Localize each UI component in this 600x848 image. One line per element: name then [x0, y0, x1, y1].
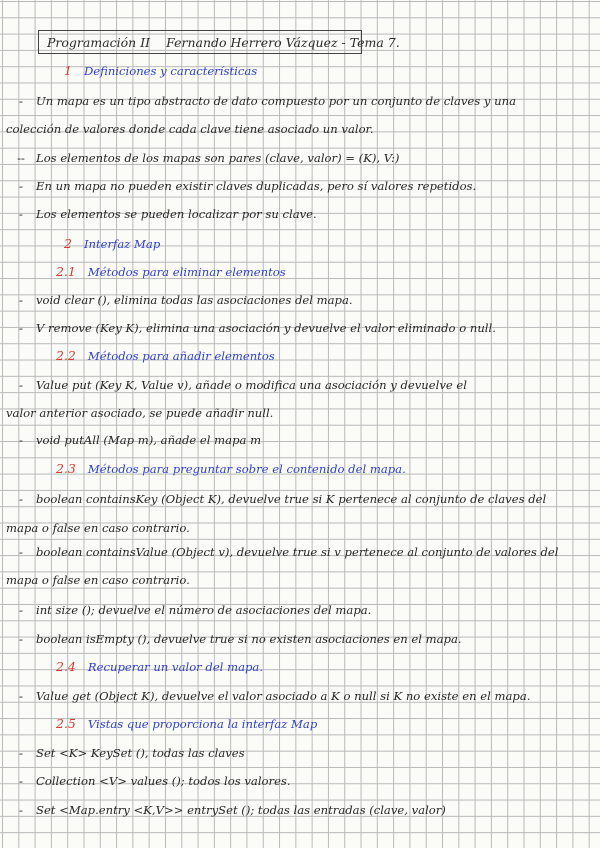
section-heading: [6, 63, 596, 79]
note-line: [6, 773, 596, 789]
note-text: void clear (), elimina todas las asociaciones del mapa.: [36, 293, 353, 307]
note-line: [6, 602, 596, 618]
note-line: [6, 320, 596, 336]
bullet-dash: -: [19, 207, 23, 221]
note-line: [6, 491, 596, 507]
note-line: [6, 377, 596, 393]
section-number: 2.5: [56, 716, 76, 731]
note-line: [6, 572, 596, 588]
note-text: boolean isEmpty (), devuelve true si no existen asociaciones en el mapa.: [36, 632, 462, 646]
bullet-dash: -: [19, 378, 23, 392]
note-text: En un mapa no pueden existir claves duplicadas, pero sí valores repetidos.: [36, 179, 477, 193]
note-text: boolean containsValue (Object v), devuelve true si v pertenece al conjunto de valores del: [36, 545, 559, 559]
bullet-dash: -: [19, 632, 23, 646]
note-line: [6, 688, 596, 704]
bullet-dash: --: [17, 151, 25, 165]
bullet-dash: -: [19, 321, 23, 335]
section-number: 2.2: [56, 348, 76, 363]
subject-label: Programación II: [47, 34, 151, 50]
bullet-dash: -: [19, 603, 23, 617]
note-text: void putAll (Map m), añade el mapa m: [36, 433, 262, 447]
note-text: int size (); devuelve el número de asociaciones del mapa.: [36, 603, 372, 617]
author-topic-label: Fernando Herrero Vázquez - Tema 7.: [166, 34, 400, 50]
note-text: boolean containsKey (Object K), devuelve true si K pertenece al conjunto de claves del: [36, 492, 547, 506]
note-line: [6, 432, 596, 448]
note-text: Set <Map.entry <K,V>> entrySet (); todas las entradas (clave, valor): [36, 803, 446, 817]
bullet-dash: -: [19, 774, 23, 788]
bullet-dash: -: [19, 433, 23, 447]
section-number: 2.3: [56, 461, 76, 476]
section-number: 2.1: [56, 264, 76, 279]
note-text: Los elementos de los mapas son pares (clave, valor) = (K), V:): [36, 151, 400, 165]
section-number: 2: [64, 236, 72, 251]
note-line: [6, 178, 596, 194]
section-title: Vistas que proporciona la interfaz Map: [87, 717, 318, 731]
note-line: [6, 150, 596, 166]
note-text-continued: colección de valores donde cada clave tiene asociado un valor.: [6, 122, 374, 136]
section-heading: [6, 264, 596, 280]
section-number: 2.4: [56, 659, 76, 674]
bullet-dash: -: [19, 689, 23, 703]
note-text: Value put (Key K, Value v), añade o modifica una asociación y devuelve el: [36, 378, 467, 392]
note-text-continued: mapa o false en caso contrario.: [6, 521, 190, 535]
note-line: [6, 745, 596, 761]
note-line: [6, 121, 596, 137]
bullet-dash: -: [19, 94, 23, 108]
section-title: Definiciones y características: [83, 64, 258, 78]
section-heading: [6, 716, 596, 732]
note-line: [6, 520, 596, 536]
note-line: [6, 292, 596, 308]
section-title: Interfaz Map: [83, 237, 161, 251]
section-title: Métodos para preguntar sobre el contenido del mapa.: [87, 462, 406, 476]
note-line: [6, 544, 596, 560]
note-text: Collection <V> values (); todos los valores.: [36, 774, 291, 788]
bullet-dash: -: [19, 492, 23, 506]
note-text-continued: mapa o false en caso contrario.: [6, 573, 190, 587]
note-line: [6, 206, 596, 222]
section-number: 1: [64, 63, 72, 78]
bullet-dash: -: [19, 803, 23, 817]
bullet-dash: -: [19, 746, 23, 760]
header-box: [38, 30, 400, 54]
note-text: Un mapa es un tipo abstracto de dato compuesto por un conjunto de claves y una: [36, 94, 516, 108]
bullet-dash: -: [19, 545, 23, 559]
note-text: V remove (Key K), elimina una asociación y devuelve el valor eliminado o null.: [36, 321, 496, 335]
section-heading: [6, 348, 596, 364]
section-heading: [6, 461, 596, 477]
note-line: [6, 802, 596, 818]
section-title: Métodos para eliminar elementos: [87, 265, 286, 279]
note-line: [6, 93, 596, 109]
bullet-dash: -: [19, 293, 23, 307]
note-text: Set <K> KeySet (), todas las claves: [36, 746, 245, 760]
note-line: [6, 631, 596, 647]
section-heading: [6, 236, 596, 252]
section-title: Recuperar un valor del mapa.: [87, 660, 264, 674]
note-text: Los elementos se pueden localizar por su clave.: [36, 207, 317, 221]
section-heading: [6, 659, 596, 675]
note-text-continued: valor anterior asociado, se puede añadir null.: [6, 406, 274, 420]
section-title: Métodos para añadir elementos: [87, 349, 275, 363]
note-line: [6, 405, 596, 421]
bullet-dash: -: [19, 179, 23, 193]
note-text: Value get (Object K), devuelve el valor asociado a K o null si K no existe en el mapa.: [36, 689, 531, 703]
